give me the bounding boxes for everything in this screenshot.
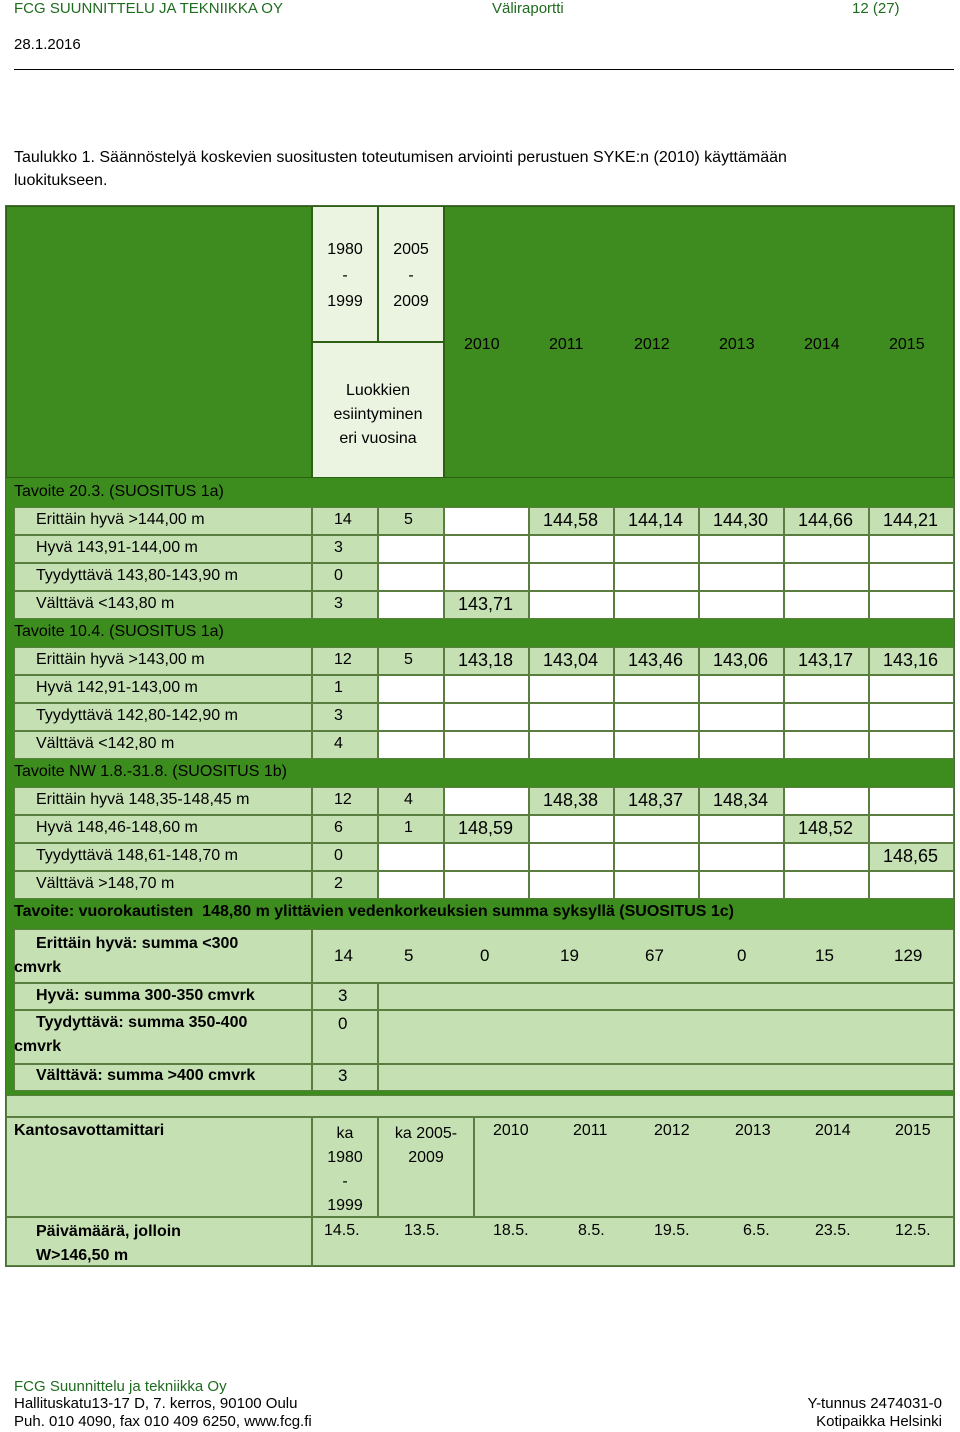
row-count-1980: 0 bbox=[334, 567, 343, 584]
row-label: Erittäin hyvä >143,00 m bbox=[36, 651, 205, 668]
row-year-cell bbox=[699, 815, 784, 843]
row-year-value: 148,34 bbox=[713, 790, 769, 810]
row-year-cell bbox=[614, 871, 699, 899]
row-year-cell bbox=[614, 731, 699, 759]
header-occurrence: Luokkien esiintyminen eri vuosina bbox=[312, 342, 444, 478]
row-year-cell bbox=[869, 535, 954, 563]
row-count-2005-cell bbox=[378, 675, 444, 703]
row-year-cell bbox=[699, 675, 784, 703]
row-year-cell bbox=[699, 591, 784, 619]
row-count-1980: 3 bbox=[334, 539, 343, 556]
row-count-1980-cell bbox=[312, 703, 378, 731]
row-count-2005-cell bbox=[378, 871, 444, 899]
row-year-value: 148,59 bbox=[458, 818, 514, 838]
row-year-value: 143,04 bbox=[543, 650, 599, 670]
row-year-cell bbox=[699, 535, 784, 563]
row-year-cell bbox=[614, 591, 699, 619]
s4-row1-2015: 129 bbox=[894, 946, 923, 965]
row-year-cell bbox=[529, 815, 614, 843]
header-doc-type: Väliraportti bbox=[492, 0, 564, 17]
row-year-cell bbox=[614, 535, 699, 563]
kanto-date-2014: 23.5. bbox=[815, 1222, 851, 1239]
kanto-years-cell bbox=[474, 1117, 954, 1217]
row-year-value: 144,21 bbox=[883, 510, 939, 530]
row-year-value: 144,58 bbox=[543, 510, 599, 530]
row-year-cell bbox=[784, 703, 869, 731]
s4-row1-c1: 14 bbox=[334, 946, 353, 965]
kanto-col-ka1980-text: ka 1980 - 1999 bbox=[327, 1125, 363, 1214]
row-label: Hyvä 142,91-143,00 m bbox=[36, 679, 198, 696]
row-count-1980-cell bbox=[312, 871, 378, 899]
row-label: Välttävä <142,80 m bbox=[36, 735, 175, 752]
row-year-cell bbox=[444, 703, 529, 731]
row-year-cell bbox=[529, 871, 614, 899]
row-year-cell bbox=[614, 703, 699, 731]
kanto-year-2014: 2014 bbox=[815, 1122, 851, 1139]
row-count-1980: 14 bbox=[334, 511, 352, 528]
caption-line-1: Taulukko 1. Säännöstelyä koskevien suositusten toteutumisen arviointi perustuen SYKE:n (2010) käyttämään bbox=[14, 149, 787, 166]
header-year-2015: 2015 bbox=[889, 336, 925, 353]
row-year-cell bbox=[614, 843, 699, 871]
kanto-date-2010: 18.5. bbox=[493, 1222, 529, 1239]
s4-row4-label: Välttävä: summa >400 cmvrk bbox=[36, 1067, 256, 1084]
row-year-value: 148,65 bbox=[883, 846, 939, 866]
row-count-1980-cell bbox=[312, 675, 378, 703]
row-year-cell bbox=[529, 535, 614, 563]
row-year-cell bbox=[784, 675, 869, 703]
row-count-1980: 4 bbox=[334, 735, 343, 752]
row-label: Erittäin hyvä 148,35-148,45 m bbox=[36, 791, 250, 808]
header-page: 12 (27) bbox=[852, 0, 900, 17]
row-year-cell bbox=[529, 675, 614, 703]
s4-row1-2010: 0 bbox=[480, 946, 490, 965]
row-count-2005-cell bbox=[378, 703, 444, 731]
s4-row1-label: Erittäin hyvä: summa <300 bbox=[36, 935, 239, 952]
row-year-cell bbox=[869, 731, 954, 759]
kanto-year-2013: 2013 bbox=[735, 1122, 771, 1139]
section-title: Tavoite 20.3. (SUOSITUS 1a) bbox=[14, 483, 224, 500]
kanto-date-2012: 19.5. bbox=[654, 1222, 690, 1239]
header-col-2005-2009: 2005 - 2009 bbox=[378, 206, 444, 342]
kanto-date-2013: 6.5. bbox=[743, 1222, 770, 1239]
row-count-1980: 1 bbox=[334, 679, 343, 696]
header-col-1980-1999: 1980 - 1999 bbox=[312, 206, 378, 342]
row-count-1980: 0 bbox=[334, 847, 343, 864]
row-year-value: 143,06 bbox=[713, 650, 769, 670]
s4-row1-2011: 19 bbox=[560, 946, 579, 965]
row-year-cell bbox=[784, 787, 869, 815]
s4-row2-label: Hyvä: summa 300-350 cmvrk bbox=[36, 987, 255, 1004]
row-label: Tyydyttävä 148,61-148,70 m bbox=[36, 847, 238, 864]
row-label: Tyydyttävä 142,80-142,90 m bbox=[36, 707, 238, 724]
footer-seat: Kotipaikka Helsinki bbox=[816, 1413, 942, 1430]
s4-row3-label: Tyydyttävä: summa 350-400 bbox=[36, 1014, 248, 1031]
row-count-1980-cell bbox=[312, 591, 378, 619]
section-title: Tavoite 10.4. (SUOSITUS 1a) bbox=[14, 623, 224, 640]
row-year-cell bbox=[784, 731, 869, 759]
row-year-cell bbox=[869, 591, 954, 619]
row-year-value: 143,71 bbox=[458, 594, 514, 614]
header-year-2012: 2012 bbox=[634, 336, 670, 353]
row-count-2005: 1 bbox=[404, 819, 413, 836]
row-count-2005-cell bbox=[378, 563, 444, 591]
row-year-cell bbox=[699, 731, 784, 759]
header-blank bbox=[6, 206, 312, 478]
row-year-value: 148,37 bbox=[628, 790, 684, 810]
s4-row3-c1: 0 bbox=[338, 1014, 348, 1033]
footer-address: Hallituskatu13-17 D, 7. kerros, 90100 Oulu bbox=[14, 1395, 298, 1412]
assessment-table bbox=[5, 205, 955, 1267]
section-title: Tavoite NW 1.8.-31.8. (SUOSITUS 1b) bbox=[14, 763, 287, 780]
kanto-year-2011: 2011 bbox=[573, 1122, 608, 1139]
row-year-cell bbox=[444, 731, 529, 759]
kanto-date-2015: 12.5. bbox=[895, 1222, 931, 1239]
row-year-cell bbox=[699, 563, 784, 591]
row-label: Välttävä <143,80 m bbox=[36, 595, 175, 612]
s4-row3-rest bbox=[378, 1010, 954, 1064]
s4-row1-2013: 0 bbox=[737, 946, 747, 965]
row-label: Välttävä >148,70 m bbox=[36, 875, 175, 892]
row-year-cell bbox=[444, 535, 529, 563]
row-count-1980: 6 bbox=[334, 819, 343, 836]
row-year-value: 144,66 bbox=[798, 510, 854, 530]
row-count-1980: 3 bbox=[334, 707, 343, 724]
header-year-2010: 2010 bbox=[464, 336, 500, 353]
table-caption bbox=[14, 146, 954, 192]
s4-row1-c2: 5 bbox=[404, 946, 414, 965]
row-year-cell bbox=[869, 871, 954, 899]
row-year-value: 144,30 bbox=[713, 510, 769, 530]
row-count-1980-cell bbox=[312, 731, 378, 759]
spacer-row bbox=[6, 1095, 954, 1117]
row-count-2005-cell bbox=[378, 731, 444, 759]
row-label: Hyvä 143,91-144,00 m bbox=[36, 539, 198, 556]
row-year-cell bbox=[614, 675, 699, 703]
s4-row4-rest bbox=[378, 1064, 954, 1091]
caption-line-2: luokitukseen. bbox=[14, 172, 108, 189]
row-year-cell bbox=[444, 871, 529, 899]
header-company: FCG SUUNNITTELU JA TEKNIIKKA OY bbox=[14, 0, 283, 17]
row-year-cell bbox=[784, 871, 869, 899]
row-year-value: 143,16 bbox=[883, 650, 939, 670]
row-year-cell bbox=[699, 703, 784, 731]
row-count-2005: 4 bbox=[404, 791, 413, 808]
row-count-2005: 5 bbox=[404, 511, 413, 528]
row-count-1980: 3 bbox=[334, 595, 343, 612]
kanto-year-2012: 2012 bbox=[654, 1122, 690, 1139]
row-year-cell bbox=[869, 787, 954, 815]
row-year-cell bbox=[614, 815, 699, 843]
row-year-cell bbox=[529, 703, 614, 731]
row-count-2005: 5 bbox=[404, 651, 413, 668]
row-year-value: 143,17 bbox=[798, 650, 854, 670]
row-label: Erittäin hyvä >144,00 m bbox=[36, 511, 205, 528]
kanto-year-2015: 2015 bbox=[895, 1122, 931, 1139]
row-count-2005-cell bbox=[378, 591, 444, 619]
row-year-value: 143,18 bbox=[458, 650, 514, 670]
s4-row1-2014: 15 bbox=[815, 946, 834, 965]
footer-phone: Puh. 010 4090, fax 010 409 6250, www.fcg.fi bbox=[14, 1413, 312, 1430]
kanto-date-2011: 8.5. bbox=[578, 1222, 605, 1239]
row-year-cell bbox=[444, 563, 529, 591]
section-4-title: Tavoite: vuorokautisten 148,80 m ylittävien vedenkorkeuksien summa syksyllä (SUOSITUS 1c) bbox=[14, 903, 734, 920]
row-year-cell bbox=[529, 843, 614, 871]
s4-row4-c1: 3 bbox=[338, 1066, 348, 1085]
row-year-cell bbox=[529, 731, 614, 759]
row-year-cell bbox=[869, 815, 954, 843]
row-year-value: 144,14 bbox=[628, 510, 684, 530]
row-count-2005-cell bbox=[378, 535, 444, 563]
kanto-year-2010: 2010 bbox=[493, 1122, 529, 1139]
s4-row1-label-cont: cmvrk bbox=[14, 959, 62, 976]
row-year-value: 148,38 bbox=[543, 790, 599, 810]
s4-row2-c1: 3 bbox=[338, 986, 348, 1005]
header-year-2013: 2013 bbox=[719, 336, 755, 353]
row-year-cell bbox=[529, 563, 614, 591]
s4-row2-rest bbox=[378, 983, 954, 1010]
row-year-cell bbox=[784, 843, 869, 871]
row-year-cell bbox=[699, 843, 784, 871]
row-year-cell bbox=[869, 703, 954, 731]
row-year-cell bbox=[444, 787, 529, 815]
row-label: Tyydyttävä 143,80-143,90 m bbox=[36, 567, 238, 584]
row-year-cell bbox=[444, 843, 529, 871]
header-date: 28.1.2016 bbox=[14, 36, 81, 53]
header-year-2014: 2014 bbox=[804, 336, 840, 353]
row-year-value: 148,52 bbox=[798, 818, 854, 838]
header-year-2011: 2011 bbox=[549, 336, 584, 353]
s4-row1-2012: 67 bbox=[645, 946, 664, 965]
row-year-cell bbox=[444, 507, 529, 535]
kanto-date-ka1980: 14.5. bbox=[324, 1222, 360, 1239]
row-year-cell bbox=[869, 675, 954, 703]
row-year-value: 143,46 bbox=[628, 650, 684, 670]
row-year-cell bbox=[784, 591, 869, 619]
row-year-cell bbox=[784, 535, 869, 563]
footer-ytunnus: Y-tunnus 2474031-0 bbox=[807, 1395, 942, 1412]
row-count-1980-cell bbox=[312, 535, 378, 563]
row-count-1980: 12 bbox=[334, 791, 352, 808]
s4-row3-label-cont: cmvrk bbox=[14, 1038, 62, 1055]
row-count-2005-cell bbox=[378, 843, 444, 871]
footer-company: FCG Suunnittelu ja tekniikka Oy bbox=[14, 1378, 227, 1395]
row-year-cell bbox=[529, 591, 614, 619]
row-year-cell bbox=[614, 563, 699, 591]
header-year-band bbox=[444, 206, 954, 478]
kanto-col-ka2005-text: ka 2005- 2009 bbox=[394, 1125, 458, 1166]
row-count-1980: 2 bbox=[334, 875, 343, 892]
row-year-cell bbox=[444, 675, 529, 703]
row-year-cell bbox=[699, 871, 784, 899]
row-year-cell bbox=[869, 563, 954, 591]
kanto-title: Kantosavottamittari bbox=[14, 1122, 165, 1139]
header-divider bbox=[14, 69, 954, 70]
row-count-1980: 12 bbox=[334, 651, 352, 668]
kanto-date-ka2005: 13.5. bbox=[404, 1222, 440, 1239]
row-count-1980-cell bbox=[312, 843, 378, 871]
row-label: Hyvä 148,46-148,60 m bbox=[36, 819, 198, 836]
row-count-1980-cell bbox=[312, 815, 378, 843]
kanto-date-label: Päivämäärä, jolloin W>146,50 m bbox=[36, 1223, 181, 1264]
row-count-1980-cell bbox=[312, 563, 378, 591]
row-year-cell bbox=[784, 563, 869, 591]
